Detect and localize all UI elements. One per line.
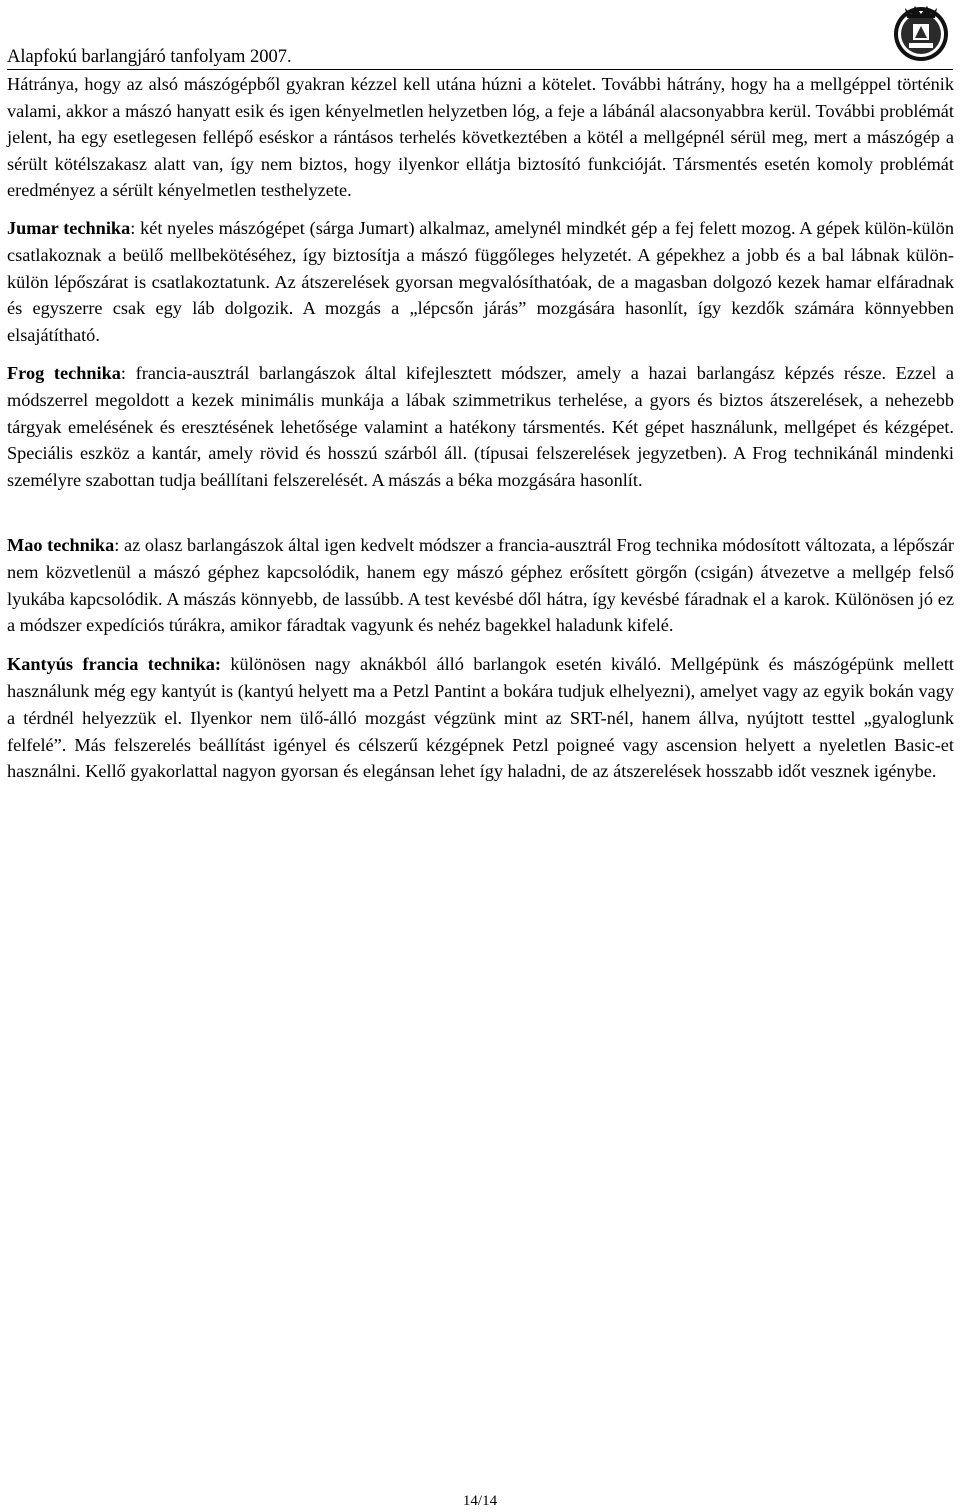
paragraph-text: : az olasz barlangászok által igen kedvelt módszer a francia-ausztrál Frog technika módosított változata, a lépőszár nem közvetlenül a mászó géphez kapcsolódik, hanem egy mászó géphez erősített görgőn (csigán) átvezetve a mellgép felső lyukába kapcsolódik. A mászás könnyebb, de lassúbb. A test kevésbé dől hátra, így kevésbé fáradnak el a karok. Különösen jó ez a módszer expedíciós túrákra, amikor fáradtak vagyunk és nehéz bagekkel haladunk kifelé. [7, 534, 954, 636]
club-emblem-icon [891, 2, 951, 64]
document-body [7, 71, 954, 785]
term-jumar: Jumar technika [7, 217, 131, 238]
paragraph-text: Hátránya, hogy az alsó mászógépből gyakran kézzel kell utána húzni a kötelet. További hátrány, hogy ha a mellgéppel történik valami, akkor a mászó hanyatt esik és igen kényelmetlen helyzetben lóg, a feje a lábánál alacsonyabbra kerül. További problémát jelent, ha egy esetlegesen fellépő eséskor a rántásos terhelés következtében a kötél a mellgépnél sérül meg, mert a mászógép a sérült kötélszakasz alatt van, így nem biztos, hogy ilyenkor ellátja biztosító funkcióját. Társmentés esetén komoly problémát eredményez a sérült kényelmetlen testhelyzete. [7, 74, 954, 201]
paragraph-srt-drawbacks [7, 71, 954, 204]
paragraph-text: : francia-ausztrál barlangászok által kifejlesztett módszer, amely a hazai barlangász képzés része. Ezzel a módszerrel megoldott a kezek minimális munkája a lábak szimmetrikus terhelése, a gyors és biztos átszerelések, a nehezebb tárgyak emelésének és eresztésének lehetősége valamint a hatékony társmentés. Két gépet használunk, mellgépet és kézgépet. Speciális eszköz a kantár, amely rövid és hosszú szárból áll. (típusai felszerelések jegyzetben). A Frog technikánál mindenki személyre szabottan tudja beállítani felszerelését. A mászás a béka mozgására hasonlít. [7, 362, 955, 491]
paragraph-kantyus-technique [7, 651, 954, 785]
paragraph-frog-technique [7, 360, 954, 494]
paragraph-text: : két nyeles mászógépet (sárga Jumart) alkalmaz, amelynél mindkét gép a fej felett mozog. A gépek külön-külön csatlakoznak a beülő mellbekötéséhez, így biztosítja a mászó függőleges helyzetét. A gépekhez a jobb és a bal lábnak külön-külön lépőszárat is csatlakoztatunk. Az átszerelések gyorsan megvalósíthatóak, de a magasban dolgozó kezek hamar elfáradnak és egyszerre csak egy láb dolgozik. A mozgás a „lépcsőn járás” mozgására hasonlít, így kezdők számára könnyebben elsajátítható. [7, 217, 954, 346]
header-divider [7, 69, 953, 70]
term-frog: Frog technika [7, 362, 121, 383]
page-header-title: Alapfokú barlangjáró tanfolyam 2007. [7, 47, 292, 67]
paragraph-text: különösen nagy aknákból álló barlangok esetén kiváló. Mellgépünk és mászógépünk mellett használunk még egy kantyút is (kantyú helyett ma a Petzl Pantint a bokára tudjuk elhelyezni), amelyet vagy az egyik bokán vagy a térdnél helyezzük el. Ilyenkor nem ülő-álló mozgást végzünk mint az SRT-nél, hanem állva, nyújtott testtel „gyaloglunk felfelé”. Más felszerelés beállítást igényel és célszerű kézgépnek Petzl poigneé vagy ascension helyett a nyeletlen Basic-et használni. Kellő gyakorlattal nagyon gyorsan és elegánsan lehet így haladni, de az átszerelések hosszabb időt vesznek igénybe. [7, 654, 955, 782]
paragraph-mao-technique [7, 532, 954, 639]
paragraph-jumar-technique [7, 215, 954, 349]
term-kantyus: Kantyús francia technika: [7, 654, 221, 675]
page-number: 14/14 [462, 1493, 498, 1509]
term-mao: Mao technika [7, 534, 115, 555]
